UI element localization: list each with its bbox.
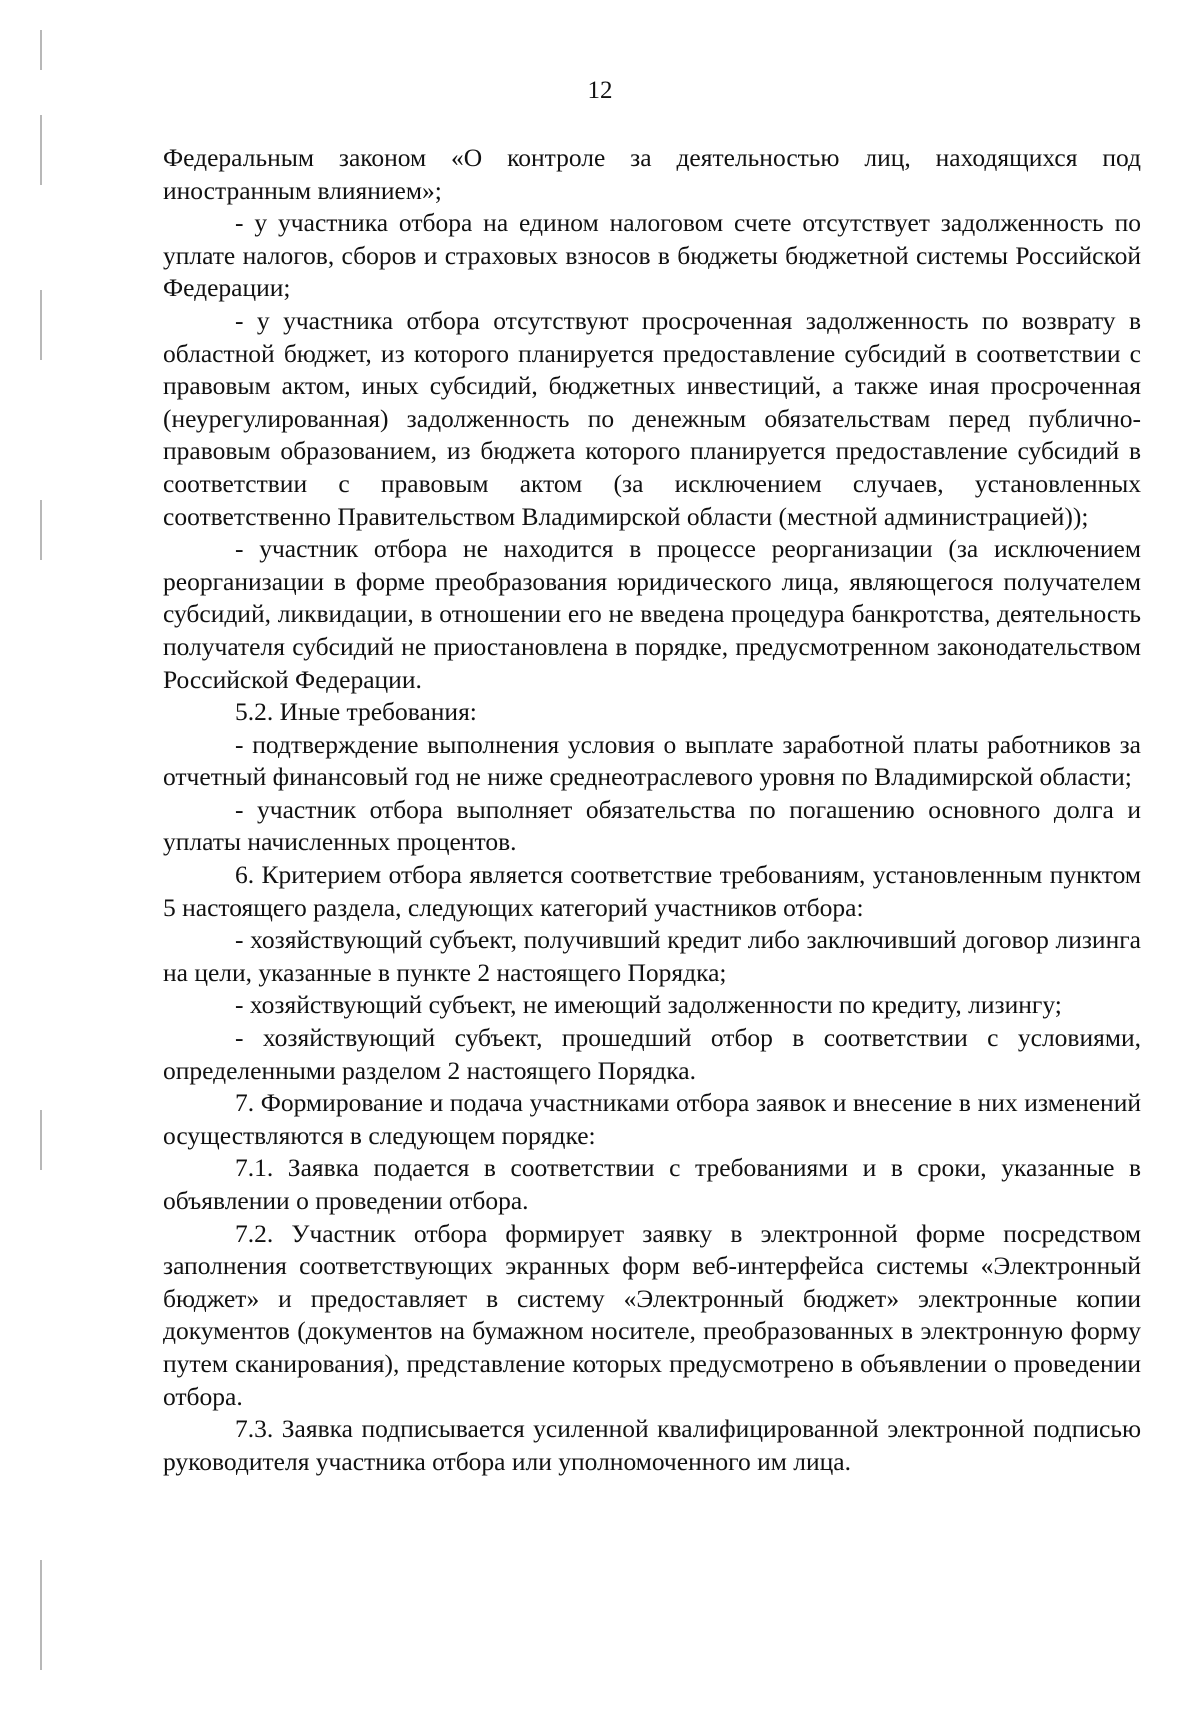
scan-edge-mark bbox=[40, 115, 42, 185]
paragraph-4: - участник отбора не находится в процессе реорганизации (за исключением реорганизации в форме преобразования юридического лица, являющегося получателем субсидий, ликвидации, в отношении его не введена процедура банкротства, деятельность получателя субсидий не приостановлена в порядке, предусмотренном законодательством Российской Федерации. bbox=[163, 534, 1141, 694]
paragraph-12: 7. Формирование и подача участниками отбора заявок и внесение в них изменений осуществляются в следующем порядке: bbox=[163, 1088, 1141, 1150]
scan-edge-mark bbox=[40, 1110, 42, 1170]
scan-edge-mark bbox=[40, 290, 42, 360]
paragraph-8: 6. Критерием отбора является соответствие требованиям, установленным пунктом 5 настоящего раздела, следующих категорий участников отбора: bbox=[163, 860, 1141, 922]
scan-edge-mark bbox=[40, 1560, 42, 1670]
paragraph-10: - хозяйствующий субъект, не имеющий задолженности по кредиту, лизингу; bbox=[235, 990, 1062, 1020]
paragraph-9: - хозяйствующий субъект, получивший кредит либо заключивший договор лизинга на цели, указанные в пункте 2 настоящего Порядка; bbox=[163, 925, 1141, 987]
paragraph-14: 7.2. Участник отбора формирует заявку в электронной форме посредством заполнения соответствующих экранных форм веб-интерфейса системы «Электронный бюджет» и предоставляет в систему «Электронный бюджет» электронные копии документов (документов на бумажном носителе, преобразованных в электронную форму путем сканирования), представление которых предусмотрено в объявлении о проведении отбора. bbox=[163, 1218, 1141, 1411]
document-body bbox=[163, 142, 1141, 1478]
paragraph-7: - участник отбора выполняет обязательства по погашению основного долга и уплаты начисленных процентов. bbox=[163, 794, 1141, 857]
page-number: 12 bbox=[587, 77, 613, 104]
paragraph-3: - у участника отбора отсутствуют просроченная задолженность по возврату в областной бюджет, из которого планируется предоставление субсидий в соответствии с правовым актом, иных субсидий, бюджетных инвестиций, а также иная просроченная (неурегулированная) задолженность по денежным обязательствам перед публично-правовым образованием, из бюджета которого планируется предоставление субсидий в соответствии с правовым актом (за исключением случаев, установленных соответственно Правительством Владимирской области (местной администрацией)); bbox=[163, 305, 1141, 531]
scan-edge-mark bbox=[40, 30, 42, 70]
paragraph-15: 7.3. Заявка подписывается усиленной квалифицированной электронной подписью руководителя участника отбора или уполномоченного им лица. bbox=[163, 1414, 1141, 1476]
paragraph-11: - хозяйствующий субъект, прошедший отбор в соответствии с условиями, определенными разделом 2 настоящего Порядка. bbox=[163, 1023, 1141, 1085]
paragraph-2: - у участника отбора на едином налоговом счете отсутствует задолженность по уплате налогов, сборов и страховых взносов в бюджеты бюджетной системы Российской Федерации; bbox=[163, 208, 1141, 303]
paragraph-1: Федеральным законом «О контроле за деятельностью лиц, находящихся под иностранным влиянием»; bbox=[163, 143, 1141, 205]
paragraph-13: 7.1. Заявка подается в соответствии с требованиями и в сроки, указанные в объявлении о проведении отбора. bbox=[163, 1153, 1141, 1215]
scan-edge-mark bbox=[40, 500, 42, 560]
paragraph-5: 5.2. Иные требования: bbox=[235, 697, 477, 727]
paragraph-6: - подтверждение выполнения условия о выплате заработной платы работников за отчетный финансовый год не ниже среднеотраслевого уровня по Владимирской области; bbox=[163, 729, 1141, 792]
